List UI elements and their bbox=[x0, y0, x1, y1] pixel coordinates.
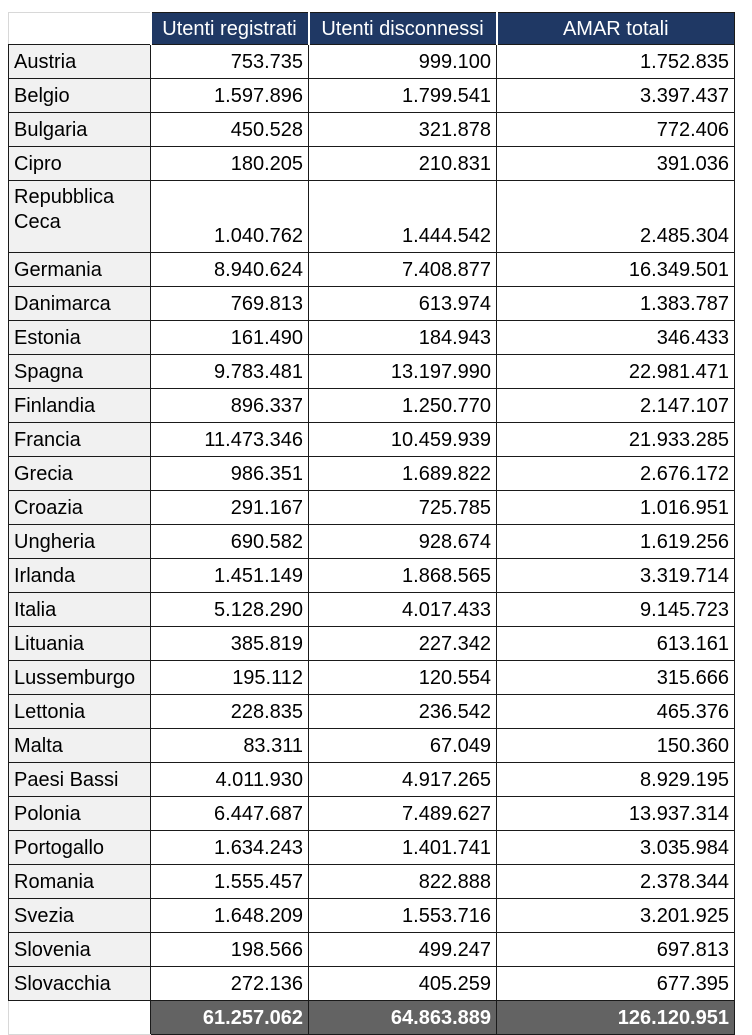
table-row bbox=[9, 729, 735, 763]
country-cell: Austria bbox=[9, 45, 151, 79]
disconnected-cell: 67.049 bbox=[309, 729, 497, 763]
table-row bbox=[9, 389, 735, 423]
registered-cell: 986.351 bbox=[151, 457, 309, 491]
registered-cell: 228.835 bbox=[151, 695, 309, 729]
header-corner-cell bbox=[9, 13, 151, 45]
total-cell: 1.016.951 bbox=[497, 491, 735, 525]
table-row bbox=[9, 181, 735, 253]
country-cell: Belgio bbox=[9, 79, 151, 113]
country-cell: Germania bbox=[9, 253, 151, 287]
total-cell: 2.378.344 bbox=[497, 865, 735, 899]
disconnected-cell: 120.554 bbox=[309, 661, 497, 695]
total-cell: 2.676.172 bbox=[497, 457, 735, 491]
disconnected-cell: 613.974 bbox=[309, 287, 497, 321]
table-row bbox=[9, 79, 735, 113]
disconnected-cell: 725.785 bbox=[309, 491, 497, 525]
country-cell: Slovenia bbox=[9, 933, 151, 967]
total-cell: 150.360 bbox=[497, 729, 735, 763]
registered-cell: 83.311 bbox=[151, 729, 309, 763]
header-disconnected: Utenti disconnessi bbox=[309, 13, 497, 45]
table-row bbox=[9, 525, 735, 559]
registered-cell: 769.813 bbox=[151, 287, 309, 321]
registered-cell: 1.597.896 bbox=[151, 79, 309, 113]
disconnected-cell: 499.247 bbox=[309, 933, 497, 967]
table-row bbox=[9, 457, 735, 491]
country-cell: Francia bbox=[9, 423, 151, 457]
table-row bbox=[9, 933, 735, 967]
total-cell: 3.397.437 bbox=[497, 79, 735, 113]
registered-cell: 161.490 bbox=[151, 321, 309, 355]
disconnected-cell: 405.259 bbox=[309, 967, 497, 1001]
total-cell: 3.319.714 bbox=[497, 559, 735, 593]
registered-cell: 385.819 bbox=[151, 627, 309, 661]
disconnected-cell: 1.868.565 bbox=[309, 559, 497, 593]
table-row bbox=[9, 253, 735, 287]
total-cell: 346.433 bbox=[497, 321, 735, 355]
registered-cell: 896.337 bbox=[151, 389, 309, 423]
disconnected-cell: 1.250.770 bbox=[309, 389, 497, 423]
table-row bbox=[9, 661, 735, 695]
disconnected-cell: 822.888 bbox=[309, 865, 497, 899]
country-cell: Estonia bbox=[9, 321, 151, 355]
table-row bbox=[9, 797, 735, 831]
country-cell: Bulgaria bbox=[9, 113, 151, 147]
table-row bbox=[9, 423, 735, 457]
table-row bbox=[9, 695, 735, 729]
registered-cell: 11.473.346 bbox=[151, 423, 309, 457]
country-cell: Italia bbox=[9, 593, 151, 627]
total-cell: 465.376 bbox=[497, 695, 735, 729]
registered-cell: 180.205 bbox=[151, 147, 309, 181]
registered-cell: 272.136 bbox=[151, 967, 309, 1001]
disconnected-cell: 999.100 bbox=[309, 45, 497, 79]
registered-cell: 5.128.290 bbox=[151, 593, 309, 627]
registered-cell: 1.040.762 bbox=[151, 181, 309, 253]
total-cell: 315.666 bbox=[497, 661, 735, 695]
totals-corner-cell bbox=[9, 1001, 151, 1035]
table-row bbox=[9, 763, 735, 797]
disconnected-cell: 4.917.265 bbox=[309, 763, 497, 797]
registered-cell: 198.566 bbox=[151, 933, 309, 967]
table-body bbox=[9, 45, 735, 1001]
country-cell: Malta bbox=[9, 729, 151, 763]
header-total: AMAR totali bbox=[497, 13, 735, 45]
totals-row bbox=[9, 1001, 735, 1035]
table-row bbox=[9, 627, 735, 661]
country-cell: Lussemburgo bbox=[9, 661, 151, 695]
disconnected-cell: 210.831 bbox=[309, 147, 497, 181]
disconnected-cell: 7.408.877 bbox=[309, 253, 497, 287]
table-row bbox=[9, 287, 735, 321]
disconnected-cell: 227.342 bbox=[309, 627, 497, 661]
registered-cell: 4.011.930 bbox=[151, 763, 309, 797]
country-cell: Croazia bbox=[9, 491, 151, 525]
country-cell: Polonia bbox=[9, 797, 151, 831]
disconnected-cell: 13.197.990 bbox=[309, 355, 497, 389]
country-cell: Slovacchia bbox=[9, 967, 151, 1001]
table-row bbox=[9, 147, 735, 181]
total-amar-cell: 126.120.951 bbox=[497, 1001, 735, 1035]
table-row bbox=[9, 491, 735, 525]
data-table bbox=[8, 12, 735, 1035]
registered-cell: 195.112 bbox=[151, 661, 309, 695]
country-cell: Paesi Bassi bbox=[9, 763, 151, 797]
registered-cell: 1.634.243 bbox=[151, 831, 309, 865]
total-cell: 13.937.314 bbox=[497, 797, 735, 831]
registered-cell: 1.451.149 bbox=[151, 559, 309, 593]
country-cell: Spagna bbox=[9, 355, 151, 389]
total-cell: 16.349.501 bbox=[497, 253, 735, 287]
disconnected-cell: 321.878 bbox=[309, 113, 497, 147]
registered-cell: 6.447.687 bbox=[151, 797, 309, 831]
table-row bbox=[9, 321, 735, 355]
disconnected-cell: 10.459.939 bbox=[309, 423, 497, 457]
total-cell: 9.145.723 bbox=[497, 593, 735, 627]
registered-cell: 753.735 bbox=[151, 45, 309, 79]
registered-cell: 291.167 bbox=[151, 491, 309, 525]
registered-cell: 8.940.624 bbox=[151, 253, 309, 287]
table-row bbox=[9, 967, 735, 1001]
registered-cell: 9.783.481 bbox=[151, 355, 309, 389]
total-cell: 3.035.984 bbox=[497, 831, 735, 865]
total-disconnected-cell: 64.863.889 bbox=[309, 1001, 497, 1035]
registered-cell: 1.555.457 bbox=[151, 865, 309, 899]
table-row bbox=[9, 593, 735, 627]
total-cell: 697.813 bbox=[497, 933, 735, 967]
country-cell: Repubblica Ceca bbox=[9, 181, 151, 253]
disconnected-cell: 4.017.433 bbox=[309, 593, 497, 627]
table-row bbox=[9, 831, 735, 865]
total-cell: 2.485.304 bbox=[497, 181, 735, 253]
country-cell: Cipro bbox=[9, 147, 151, 181]
total-cell: 1.383.787 bbox=[497, 287, 735, 321]
table-row bbox=[9, 559, 735, 593]
total-registered-cell: 61.257.062 bbox=[151, 1001, 309, 1035]
table-row bbox=[9, 45, 735, 79]
disconnected-cell: 928.674 bbox=[309, 525, 497, 559]
total-cell: 1.619.256 bbox=[497, 525, 735, 559]
disconnected-cell: 184.943 bbox=[309, 321, 497, 355]
country-cell: Portogallo bbox=[9, 831, 151, 865]
total-cell: 613.161 bbox=[497, 627, 735, 661]
table-row bbox=[9, 113, 735, 147]
registered-cell: 450.528 bbox=[151, 113, 309, 147]
total-cell: 677.395 bbox=[497, 967, 735, 1001]
country-cell: Irlanda bbox=[9, 559, 151, 593]
total-cell: 22.981.471 bbox=[497, 355, 735, 389]
total-cell: 2.147.107 bbox=[497, 389, 735, 423]
total-cell: 8.929.195 bbox=[497, 763, 735, 797]
country-cell: Ungheria bbox=[9, 525, 151, 559]
country-cell: Svezia bbox=[9, 899, 151, 933]
total-cell: 21.933.285 bbox=[497, 423, 735, 457]
total-cell: 772.406 bbox=[497, 113, 735, 147]
country-cell: Romania bbox=[9, 865, 151, 899]
total-cell: 3.201.925 bbox=[497, 899, 735, 933]
disconnected-cell: 1.401.741 bbox=[309, 831, 497, 865]
disconnected-cell: 1.689.822 bbox=[309, 457, 497, 491]
table-row bbox=[9, 355, 735, 389]
total-cell: 391.036 bbox=[497, 147, 735, 181]
total-cell: 1.752.835 bbox=[497, 45, 735, 79]
disconnected-cell: 1.799.541 bbox=[309, 79, 497, 113]
disconnected-cell: 1.553.716 bbox=[309, 899, 497, 933]
registered-cell: 690.582 bbox=[151, 525, 309, 559]
header-row bbox=[9, 13, 735, 45]
country-cell: Finlandia bbox=[9, 389, 151, 423]
country-cell: Lituania bbox=[9, 627, 151, 661]
disconnected-cell: 236.542 bbox=[309, 695, 497, 729]
header-registered: Utenti registrati bbox=[151, 13, 309, 45]
table-row bbox=[9, 899, 735, 933]
country-cell: Lettonia bbox=[9, 695, 151, 729]
country-cell: Grecia bbox=[9, 457, 151, 491]
disconnected-cell: 7.489.627 bbox=[309, 797, 497, 831]
registered-cell: 1.648.209 bbox=[151, 899, 309, 933]
country-cell: Danimarca bbox=[9, 287, 151, 321]
table-row bbox=[9, 865, 735, 899]
disconnected-cell: 1.444.542 bbox=[309, 181, 497, 253]
